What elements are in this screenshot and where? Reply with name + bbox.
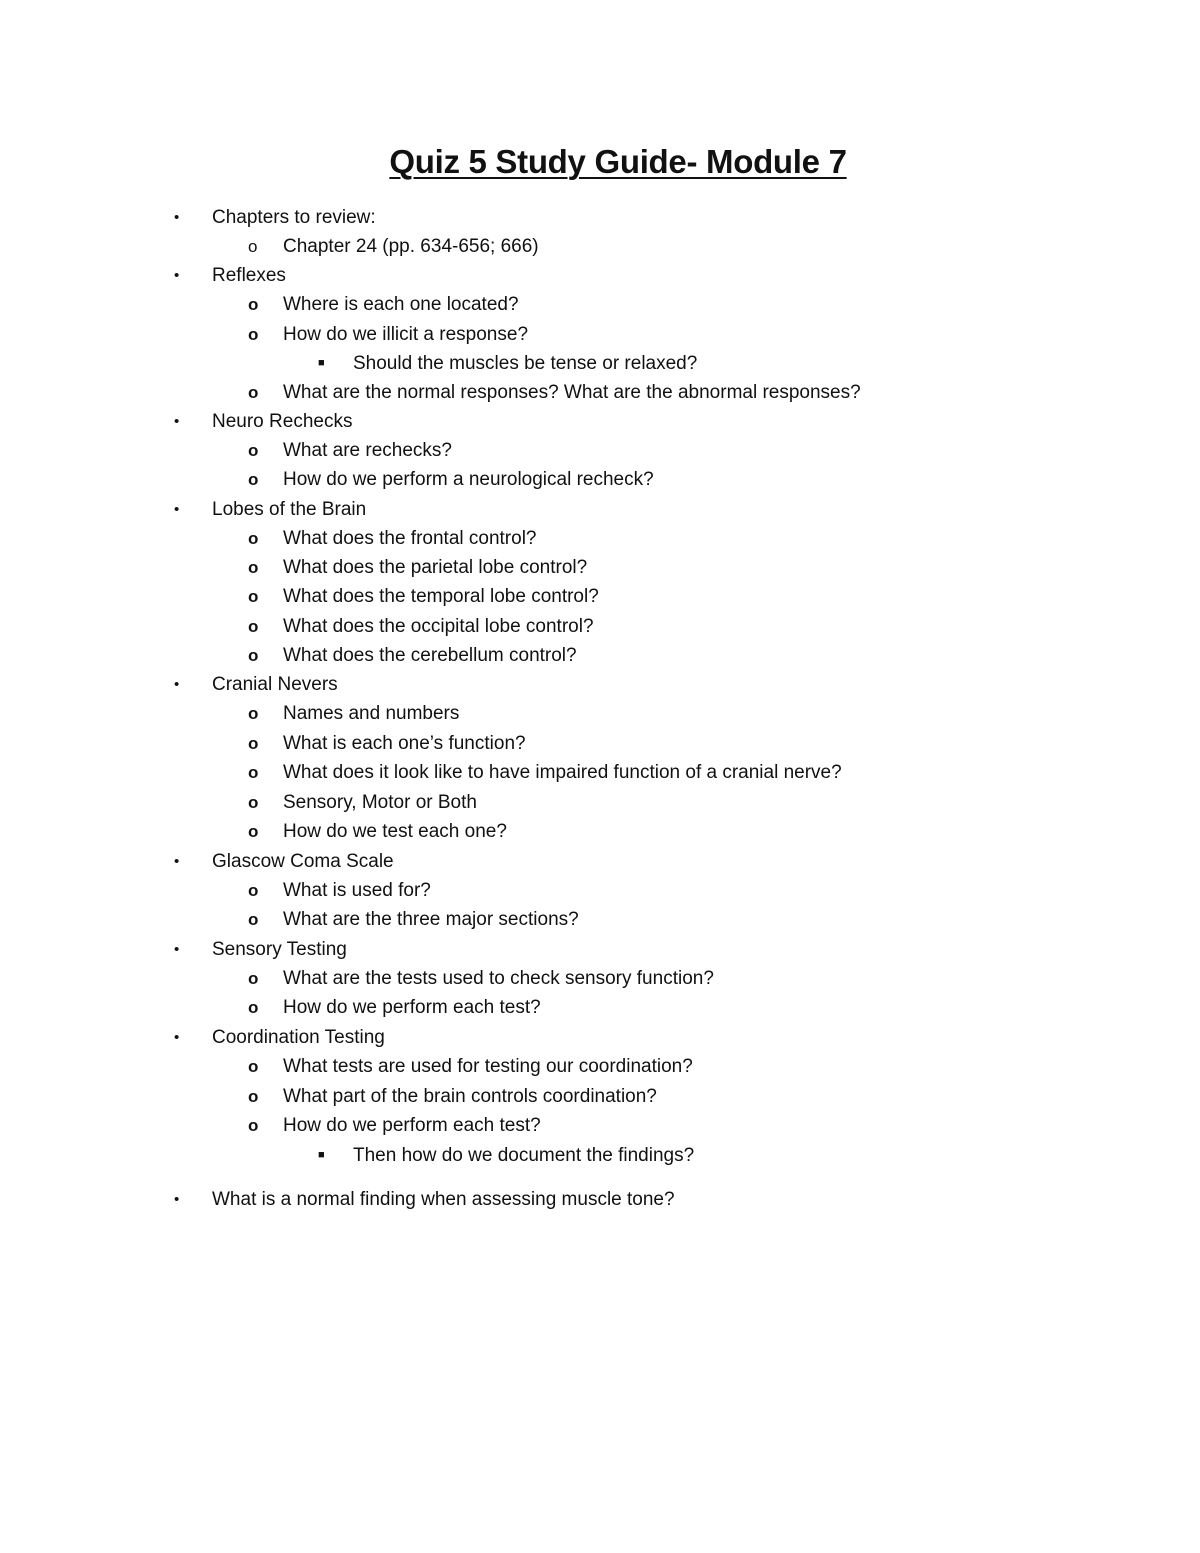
bullet-icon: •: [174, 209, 180, 226]
circle-bullet-icon: o: [248, 295, 259, 314]
list-item-text: Reflexes: [212, 265, 286, 286]
list-item-text: What is each one’s function?: [283, 733, 526, 754]
list-item-text: How do we perform a neurological recheck?: [283, 469, 654, 490]
bullet-icon: •: [174, 413, 180, 430]
list-item-text: What does the cerebellum control?: [283, 645, 577, 666]
list-item-text: How do we perform each test?: [283, 997, 541, 1018]
list-item-text: Should the muscles be tense or relaxed?: [353, 353, 698, 374]
list-item-text: Coordination Testing: [212, 1027, 385, 1048]
list-item-text: Sensory, Motor or Both: [283, 792, 477, 813]
circle-bullet-icon: o: [248, 704, 259, 723]
bullet-icon: •: [174, 267, 180, 284]
list-item-text: Names and numbers: [283, 703, 460, 724]
circle-bullet-icon: o: [248, 529, 259, 548]
list-item-text: Glascow Coma Scale: [212, 851, 394, 872]
circle-bullet-icon: o: [248, 881, 259, 900]
circle-bullet-icon: o: [248, 617, 259, 636]
list-item-text: What does the occipital lobe control?: [283, 616, 594, 637]
square-bullet-icon: ■: [318, 357, 325, 369]
circle-bullet-icon: o: [248, 441, 259, 460]
list-item-text: What part of the brain controls coordination?: [283, 1086, 657, 1107]
list-item-text: How do we perform each test?: [283, 1115, 541, 1136]
circle-bullet-icon: o: [248, 1057, 259, 1076]
list-item-text: Neuro Rechecks: [212, 411, 353, 432]
list-item-text: Chapters to review:: [212, 207, 376, 228]
circle-bullet-icon: o: [248, 969, 259, 988]
square-bullet-icon: ■: [318, 1149, 325, 1161]
list-item-text: What are the three major sections?: [283, 909, 579, 930]
list-item-text: How do we test each one?: [283, 821, 507, 842]
circle-bullet-icon: o: [248, 734, 259, 753]
bullet-icon: •: [174, 941, 180, 958]
circle-bullet-icon: o: [248, 910, 259, 929]
circle-bullet-icon: o: [248, 793, 259, 812]
circle-bullet-icon: o: [248, 383, 259, 402]
list-item-text: What are the tests used to check sensory function?: [283, 968, 714, 989]
circle-bullet-icon: o: [248, 1087, 259, 1106]
list-item-text: What does the temporal lobe control?: [283, 586, 599, 607]
bullet-icon: •: [174, 501, 180, 518]
list-item-text: What tests are used for testing our coordination?: [283, 1056, 693, 1077]
bullet-icon: •: [174, 676, 180, 693]
list-item-text: Then how do we document the findings?: [353, 1145, 695, 1166]
list-item-text: What are the normal responses? What are the abnormal responses?: [283, 382, 861, 403]
bullet-icon: •: [174, 1029, 180, 1046]
list-item-text: What does it look like to have impaired function of a cranial nerve?: [283, 762, 842, 783]
list-item-text: What does the frontal control?: [283, 528, 537, 549]
circle-bullet-icon: o: [248, 1116, 259, 1135]
circle-bullet-icon: o: [248, 998, 259, 1017]
circle-bullet-icon: o: [248, 763, 259, 782]
list-item-text: Where is each one located?: [283, 294, 519, 315]
bullet-icon: •: [174, 853, 180, 870]
list-item-text: Lobes of the Brain: [212, 499, 367, 520]
page-title: Quiz 5 Study Guide- Module 7: [389, 143, 847, 180]
list-item-text: Chapter 24 (pp. 634-656; 666): [283, 236, 539, 257]
list-item-text: Cranial Nevers: [212, 674, 338, 695]
circle-bullet-icon: o: [248, 587, 259, 606]
list-item-text: What is used for?: [283, 880, 431, 901]
list-item-text: What are rechecks?: [283, 440, 452, 461]
circle-bullet-icon: o: [248, 646, 259, 665]
circle-bullet-icon: o: [248, 822, 259, 841]
list-item-text: Sensory Testing: [212, 939, 347, 960]
circle-bullet-icon: o: [248, 558, 259, 577]
list-item-text: How do we illicit a response?: [283, 324, 529, 345]
circle-bullet-icon: o: [248, 470, 259, 489]
list-item-text: What is a normal finding when assessing muscle tone?: [212, 1189, 675, 1210]
circle-bullet-icon: o: [248, 325, 259, 344]
circle-bullet-icon: o: [248, 237, 258, 256]
bullet-icon: •: [174, 1191, 180, 1208]
list-item-text: What does the parietal lobe control?: [283, 557, 588, 578]
